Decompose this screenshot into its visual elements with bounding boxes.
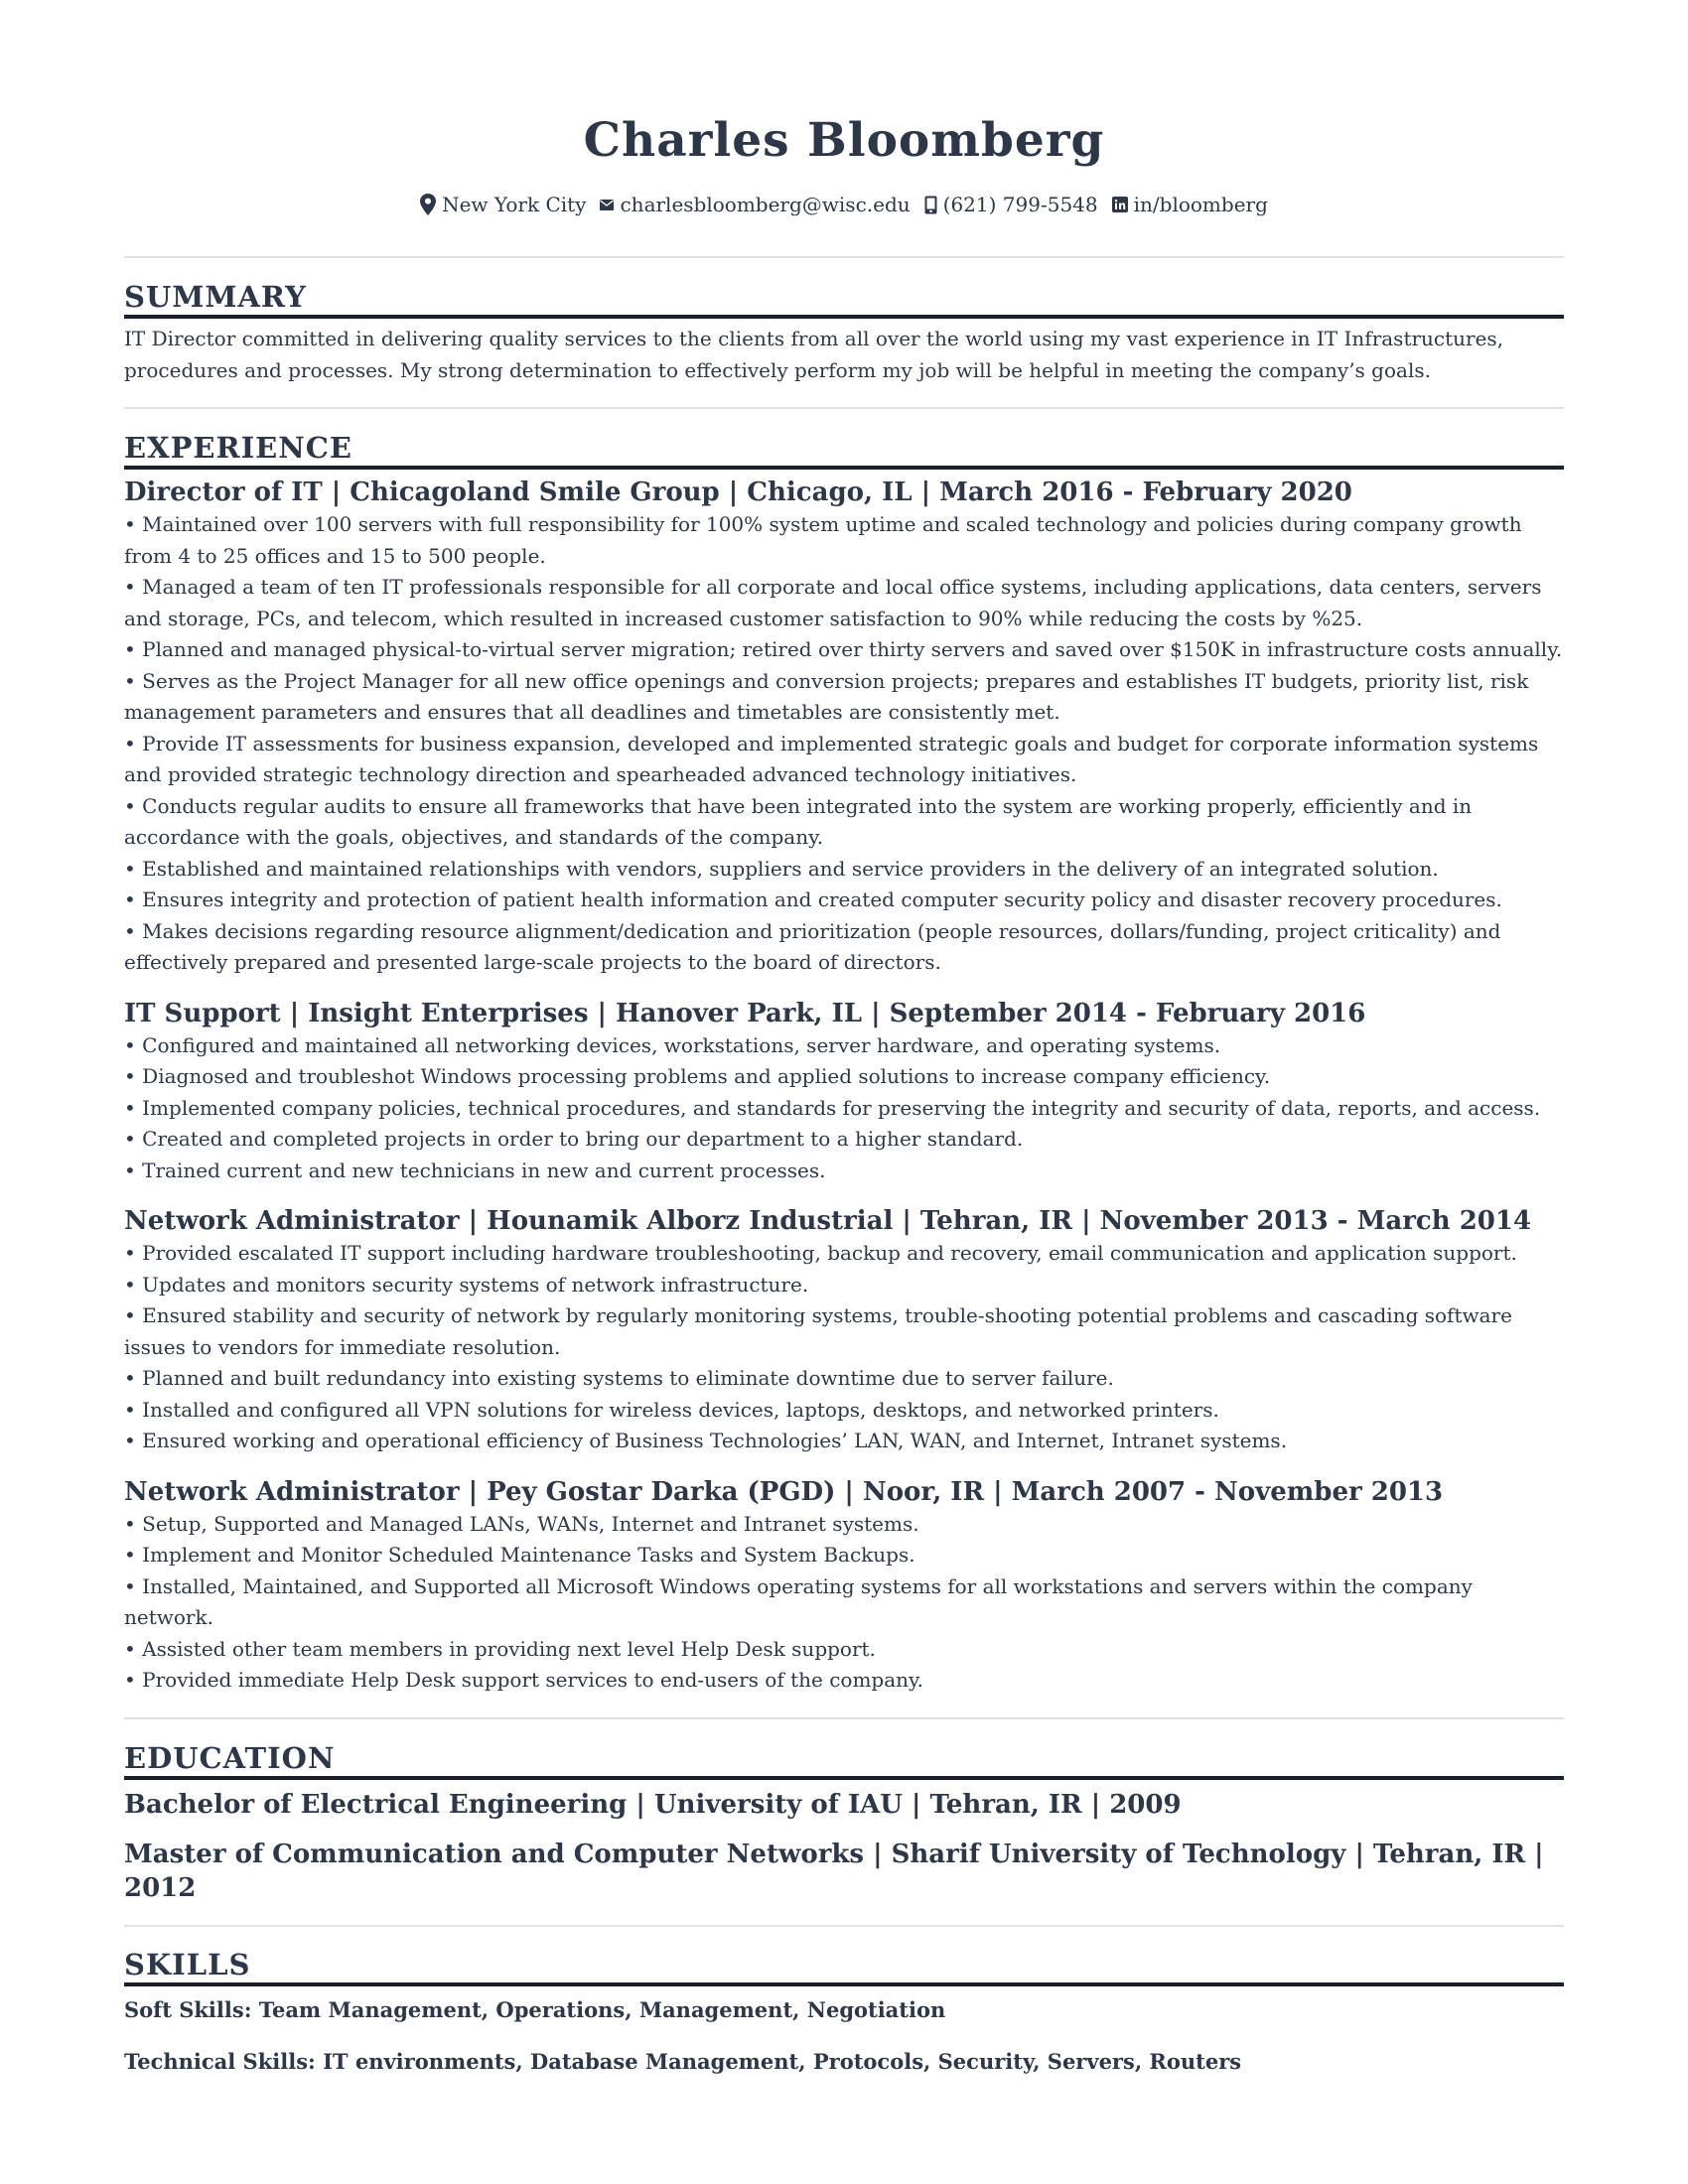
bullet-item: • Serves as the Project Manager for all new office openings and conversion projects; prepares and establishes IT budgets, priority list, risk management parameters and ensures that all deadlines and timetables are consistently met. xyxy=(124,668,1529,724)
technical-skills: Technical Skills: IT environments, Database Management, Protocols, Security, Servers, Routers xyxy=(124,2048,1242,2074)
job-entry xyxy=(124,1204,1564,1457)
section-rule xyxy=(124,1982,1564,1986)
phone-icon xyxy=(924,196,937,214)
experience-heading: EXPERIENCE xyxy=(124,431,352,465)
job-heading: Director of IT | Chicagoland Smile Group | Chicago, IL | March 2016 - February 2020 xyxy=(124,478,1352,507)
job-bullets xyxy=(124,509,1564,979)
bullet-item: • Trained current and new technicians in new and current processes. xyxy=(124,1158,826,1182)
bullet-item: • Makes decisions regarding resource alignment/dedication and prioritization (people resources, dollars/funding, project criticality) and effectively prepared and presented large-scale projects to the board of directors. xyxy=(124,918,1501,974)
bullet-item: • Provided immediate Help Desk support services to end-users of the company. xyxy=(124,1668,924,1692)
summary-text: IT Director committed in delivering quality services to the clients from all over the world using my vast experience in IT Infrastructures, procedures and processes. My strong determination to effectively perform my job will be helpful in meeting the company’s goals. xyxy=(124,327,1504,382)
bullet-item: • Ensures integrity and protection of patient health information and created computer security policy and disaster recovery procedures. xyxy=(124,887,1502,911)
bullet-item: • Provided escalated IT support including hardware troubleshooting, backup and recovery, email communication and application support. xyxy=(124,1241,1517,1265)
divider xyxy=(124,256,1564,258)
bullet-item: • Assisted other team members in providing next level Help Desk support. xyxy=(124,1636,876,1661)
job-entry xyxy=(124,476,1564,979)
education-entry: Bachelor of Electrical Engineering | University of IAU | Tehran, IR | 2009 xyxy=(124,1789,1182,1820)
education-entry: Master of Communication and Computer Networks | Sharif University of Technology | Tehran, IR | 2012 xyxy=(124,1839,1544,1903)
map-pin-icon xyxy=(420,194,436,215)
summary-heading: SUMMARY xyxy=(124,280,307,314)
job-entry xyxy=(124,997,1564,1187)
section-rule xyxy=(124,1776,1564,1780)
bullet-item: • Configured and maintained all networking devices, workstations, server hardware, and operating systems. xyxy=(124,1032,1221,1057)
contact-bar xyxy=(124,191,1564,218)
contact-location xyxy=(420,191,586,218)
bullet-item: • Established and maintained relationships with vendors, suppliers and service providers in the delivery of an integrated solution. xyxy=(124,856,1439,881)
job-heading: Network Administrator | Hounamik Alborz Industrial | Tehran, IR | November 2013 - March 2014 xyxy=(124,1206,1532,1236)
bullet-item: • Created and completed projects in order to bring our department to a higher standard. xyxy=(124,1127,1024,1151)
bullet-item: • Implement and Monitor Scheduled Maintenance Tasks and System Backups. xyxy=(124,1543,915,1567)
section-rule xyxy=(124,315,1564,319)
contact-email[interactable] xyxy=(600,191,910,218)
phone-text[interactable]: (621) 799-5548 xyxy=(942,193,1098,216)
linkedin-text[interactable]: in/bloomberg xyxy=(1133,193,1268,216)
candidate-name: Charles Bloomberg xyxy=(583,113,1105,168)
bullet-item: • Conducts regular audits to ensure all frameworks that have been integrated into the system are working properly, efficiently and in accordance with the goals, objectives, and standards of the company. xyxy=(124,793,1473,849)
contact-linkedin[interactable] xyxy=(1112,191,1268,218)
job-bullets xyxy=(124,1509,1564,1697)
job-heading: Network Administrator | Pey Gostar Darka (PGD) | Noor, IR | March 2007 - November 2013 xyxy=(124,1476,1444,1507)
bullet-item: • Implemented company policies, technical procedures, and standards for preserving the integrity and security of data, reports, and access. xyxy=(124,1095,1541,1120)
bullet-item: • Planned and managed physical-to-virtual server migration; retired over thirty servers and saved over $150K in infrastructure costs annually. xyxy=(124,637,1563,661)
linkedin-icon xyxy=(1112,197,1128,212)
email-text[interactable]: charlesbloomberg@wisc.edu xyxy=(620,193,911,216)
bullet-item: • Managed a team of ten IT professionals responsible for all corporate and local office systems, including applications, data centers, servers and storage, PCs, and telecom, which resulted in increased customer satisfaction to 90% while reducing the costs by %25. xyxy=(124,575,1542,630)
soft-skills: Soft Skills: Team Management, Operations, Management, Negotiation xyxy=(124,1996,946,2022)
job-entry xyxy=(124,1475,1564,1697)
education-heading: EDUCATION xyxy=(124,1740,336,1775)
bullet-item: • Ensured stability and security of network by regularly monitoring systems, trouble-shooting potential problems and cascading software issues to vendors for immediate resolution. xyxy=(124,1303,1512,1359)
skills-heading: SKILLS xyxy=(124,1947,251,1981)
bullet-item: • Installed, Maintained, and Supported all Microsoft Windows operating systems for all workstations and servers within the company network. xyxy=(124,1573,1473,1629)
bullet-item: • Planned and built redundancy into existing systems to eliminate downtime due to server failure. xyxy=(124,1366,1114,1390)
job-bullets xyxy=(124,1030,1564,1187)
bullet-item: • Maintained over 100 servers with full responsibility for 100% system uptime and scaled technology and policies during company growth from 4 to 25 offices and 15 to 500 people. xyxy=(124,512,1522,568)
envelope-icon xyxy=(600,200,614,210)
divider xyxy=(124,407,1564,409)
bullet-item: • Ensured working and operational efficiency of Business Technologies’ LAN, WAN, and Internet, Intranet systems. xyxy=(124,1429,1288,1452)
contact-phone[interactable] xyxy=(924,191,1098,218)
bullet-item: • Installed and configured all VPN solutions for wireless devices, laptops, desktops, and networked printers. xyxy=(124,1397,1219,1422)
bullet-item: • Setup, Supported and Managed LANs, WANs, Internet and Intranet systems. xyxy=(124,1511,919,1536)
job-bullets xyxy=(124,1238,1564,1457)
bullet-item: • Updates and monitors security systems of network infrastructure. xyxy=(124,1272,809,1297)
bullet-item: • Diagnosed and troubleshot Windows processing problems and applied solutions to increase company efficiency. xyxy=(124,1064,1271,1088)
resume-page xyxy=(124,0,1564,2076)
bullet-item: • Provide IT assessments for business expansion, developed and implemented strategic goals and budget for corporate information systems and provided strategic technology direction and spearheaded advanced technology initiatives. xyxy=(124,731,1539,786)
section-rule xyxy=(124,466,1564,470)
job-heading: IT Support | Insight Enterprises | Hanover Park, IL | September 2014 - February 2016 xyxy=(124,998,1366,1028)
divider xyxy=(124,1925,1564,1927)
location-text: New York City xyxy=(442,193,587,216)
divider xyxy=(124,1717,1564,1719)
